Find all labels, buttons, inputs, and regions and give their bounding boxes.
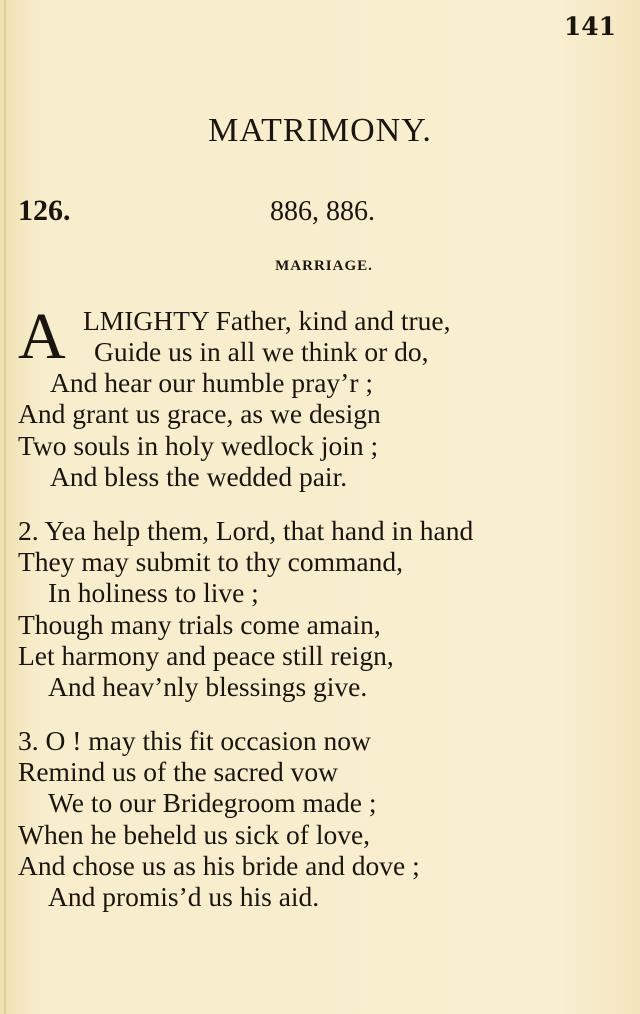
hymn-meter: 886, 886.: [270, 196, 375, 227]
stanza-1-line-6: And bless the wedded pair.: [50, 461, 348, 492]
section-title: MATRIMONY.: [208, 112, 432, 149]
stanza-1-line-4: And grant us grace, as we design: [18, 398, 381, 429]
hymn-subtitle: MARRIAGE.: [275, 258, 373, 274]
stanza-1-line-1: LMIGHTY Father, kind and true,: [83, 305, 451, 336]
stanza-1-line-2: Guide us in all we think or do,: [94, 336, 429, 367]
stanza-1-line-3: And hear our humble pray’r ;: [50, 367, 374, 398]
stanza-3-line-3: We to our Bridegroom made ;: [48, 787, 377, 818]
stanza-2-line-1: 2. Yea help them, Lord, that hand in hand: [18, 515, 474, 546]
drop-cap: A: [18, 300, 66, 373]
hymn-number: 126.: [18, 194, 71, 227]
page-number: 141: [563, 12, 616, 41]
stanza-3-line-6: And promis’d us his aid.: [48, 881, 320, 912]
stanza-3-line-1: 3. O ! may this fit occasion now: [18, 725, 371, 756]
stanza-2-line-3: In holiness to live ;: [48, 577, 259, 608]
stanza-3-line-2: Remind us of the sacred vow: [18, 756, 338, 787]
stanza-2-line-4: Though many trials come amain,: [18, 609, 381, 640]
stanza-2-line-2: They may submit to thy command,: [18, 546, 403, 577]
stanza-3-line-4: When he beheld us sick of love,: [18, 819, 371, 850]
stanza-1-line-5: Two souls in holy wedlock join ;: [18, 430, 379, 461]
stanza-2-line-5: Let harmony and peace still reign,: [18, 640, 394, 671]
stanza-3-line-5: And chose us as his bride and dove ;: [18, 850, 420, 881]
stanza-2-line-6: And heav’nly blessings give.: [48, 671, 368, 702]
